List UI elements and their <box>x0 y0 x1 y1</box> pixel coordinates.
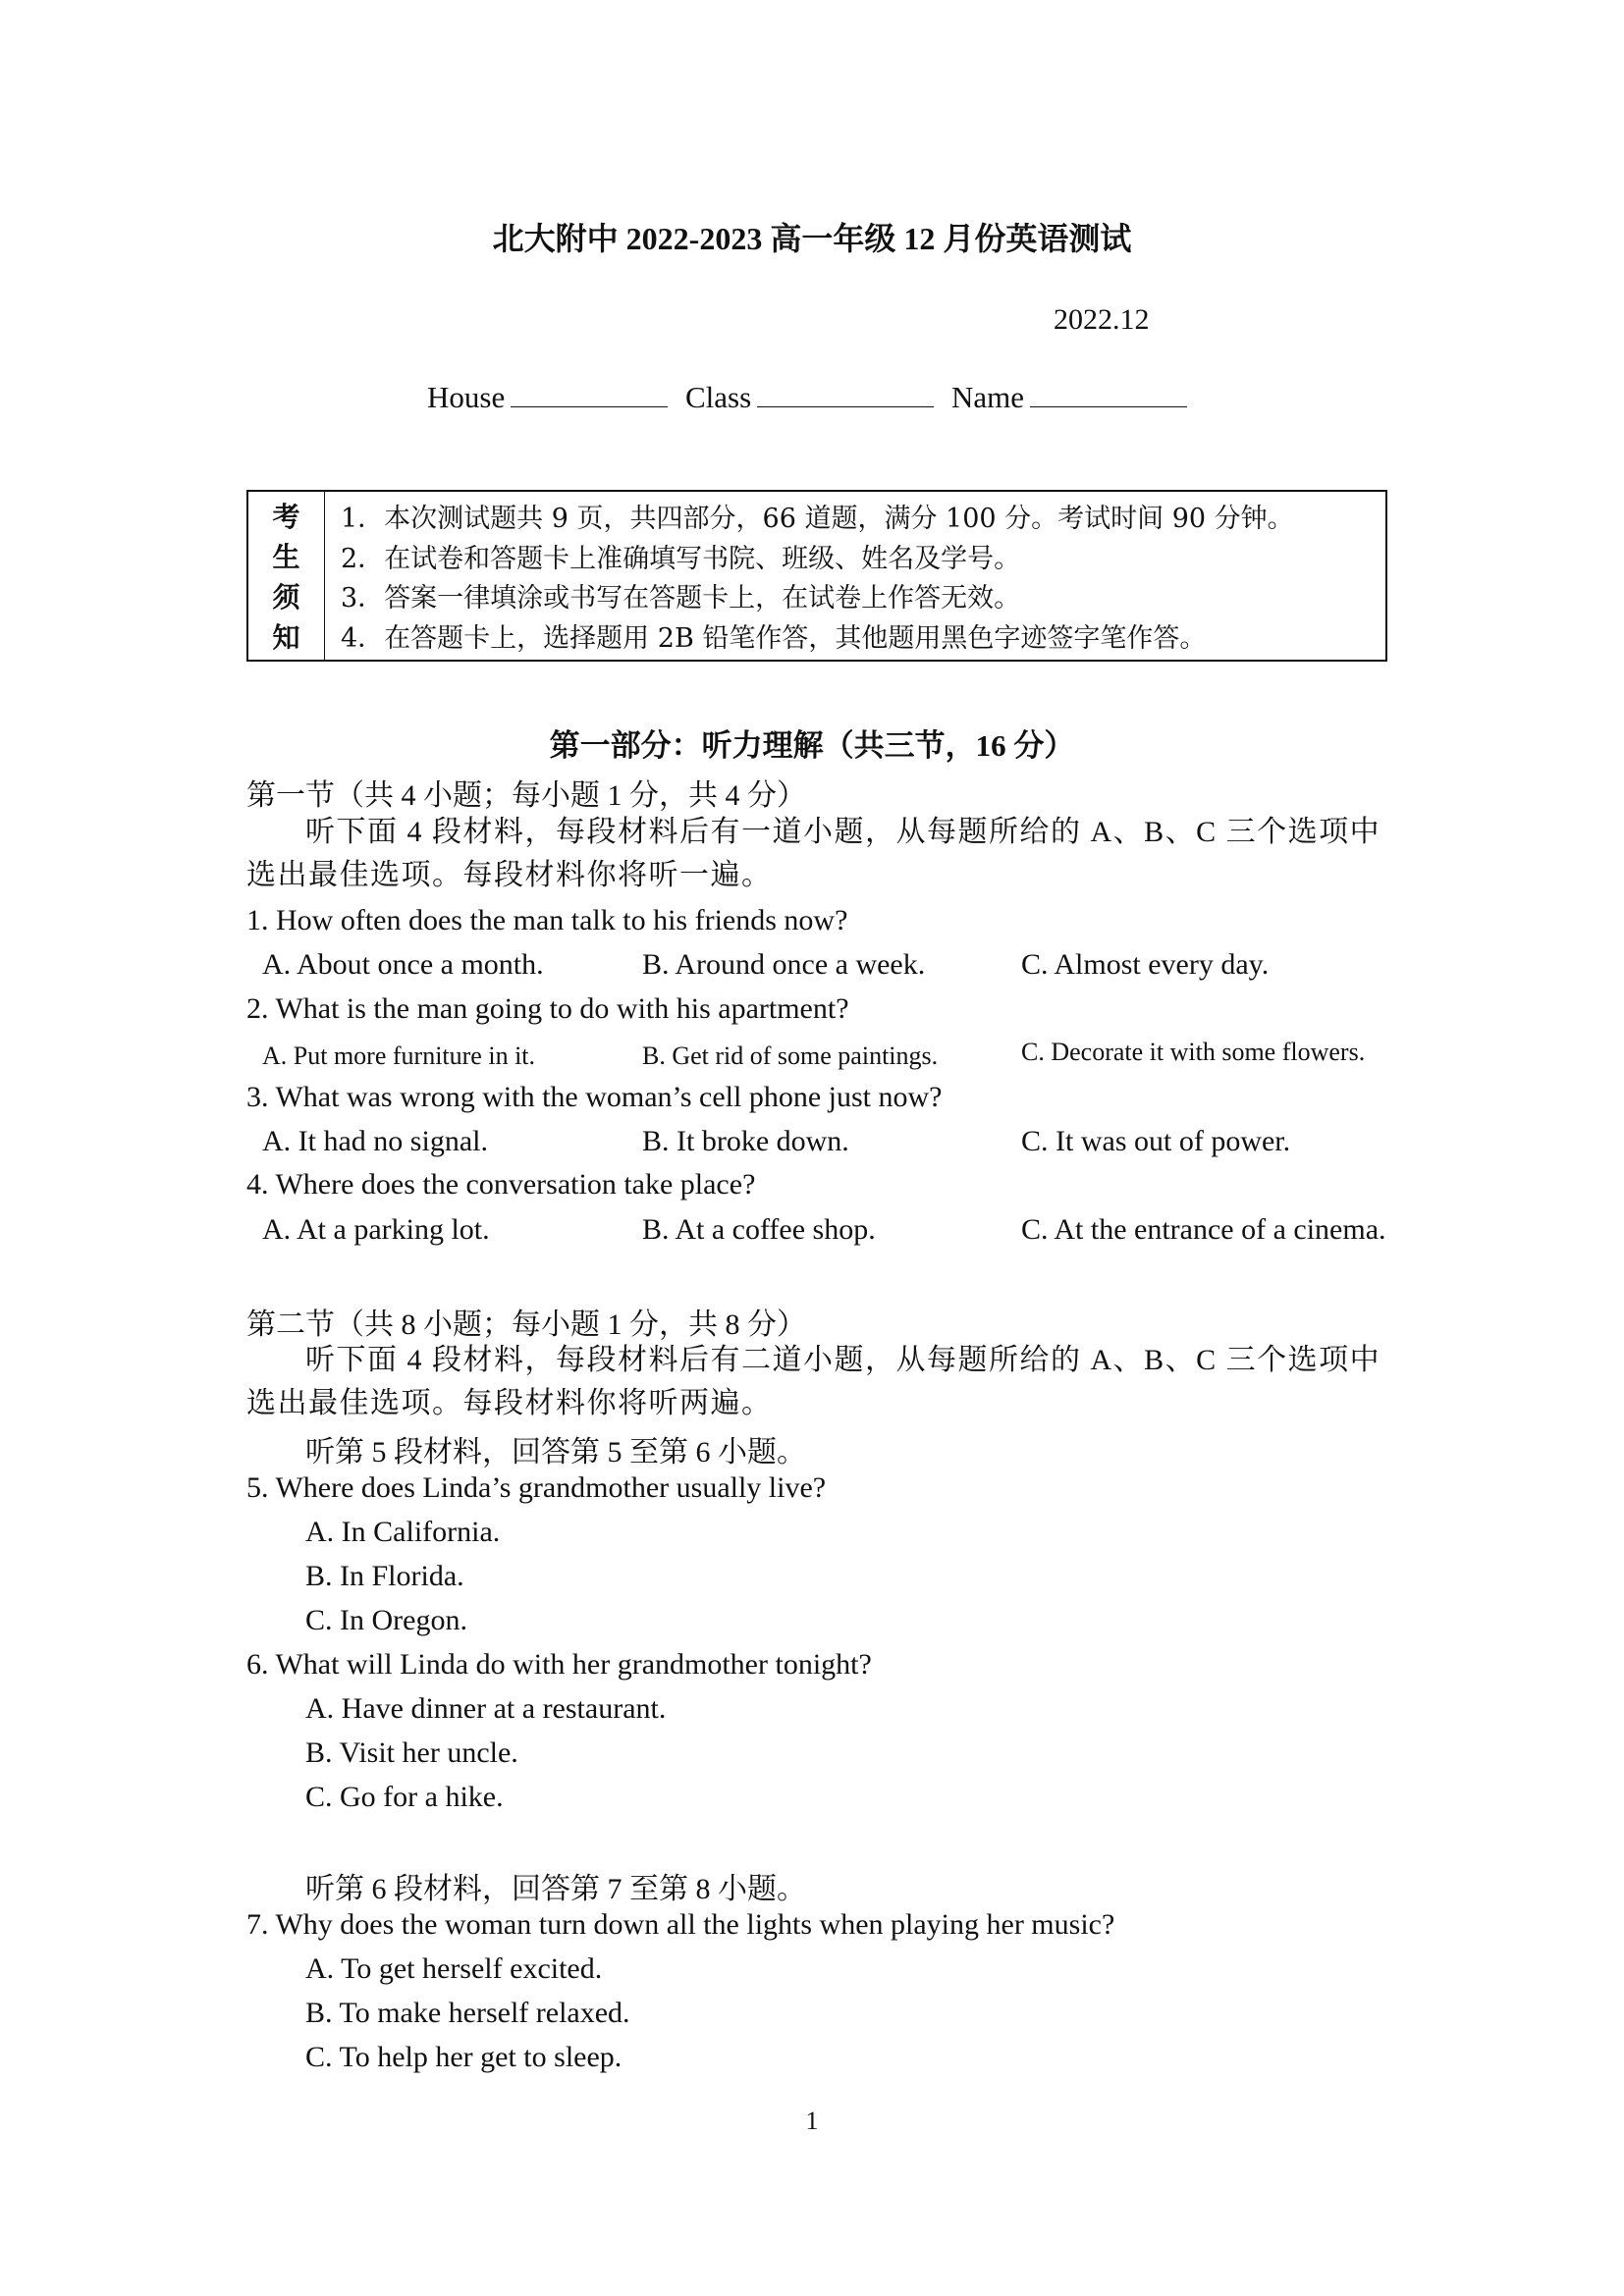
q5-option-c: C. In Oregon. <box>305 1604 467 1636</box>
q6-option-c: C. Go for a hike. <box>305 1781 504 1813</box>
page-number: 1 <box>805 2107 819 2135</box>
q1-option-c: C. Almost every day. <box>1021 948 1270 981</box>
q2-option-b: B. Get rid of some paintings. <box>642 1041 939 1070</box>
notice-side-label <box>248 492 325 660</box>
q1-option-b: B. Around once a week. <box>642 948 926 981</box>
q5-option-a: A. In California. <box>305 1516 501 1548</box>
section1-heading: 第一节（共 4 小题；每小题 1 分，共 4 分） <box>246 779 806 812</box>
name-label: Name <box>950 380 1024 414</box>
q3-option-a: A. It had no signal. <box>262 1125 488 1157</box>
q7-option-b: B. To make herself relaxed. <box>305 1997 630 2029</box>
question-6: 6. What will Linda do with her grandmother tonight? <box>246 1648 872 1681</box>
notice-rule: 3．答案一律填涂或书写在答题卡上，在试卷上作答无效。 <box>341 583 1021 614</box>
q6-option-b: B. Visit her uncle. <box>305 1736 518 1769</box>
notice-side-char: 考 <box>272 503 300 534</box>
section2-heading: 第二节（共 8 小题；每小题 1 分，共 8 分） <box>246 1308 806 1341</box>
exam-notice-box <box>246 490 1387 662</box>
q4-option-a: A. At a parking lot. <box>262 1213 490 1246</box>
notice-rule: 1．本次测试题共 9 页，共四部分，66 道题，满分 100 分。考试时间 90 分钟。 <box>341 503 1294 534</box>
q4-option-b: B. At a coffee shop. <box>642 1213 876 1246</box>
q3-option-b: B. It broke down. <box>642 1125 849 1157</box>
name-blank <box>1030 379 1187 407</box>
page-title: 北大附中 2022-2023 高一年级 12 月份英语测试 <box>492 221 1132 256</box>
q3-option-c: C. It was out of power. <box>1021 1125 1291 1157</box>
q7-option-c: C. To help her get to sleep. <box>305 2041 623 2073</box>
q1-option-a: A. About once a month. <box>262 948 544 981</box>
notice-side-char: 知 <box>272 622 300 654</box>
material5-instruction: 听第 5 段材料，回答第 5 至第 6 小题。 <box>305 1436 806 1468</box>
notice-rules <box>325 492 1385 660</box>
question-2: 2. What is the man going to do with his apartment? <box>246 992 849 1025</box>
notice-rule: 4．在答题卡上，选择题用 2B 铅笔作答，其他题用黑色字迹签字笔作答。 <box>341 623 1207 655</box>
material6-instruction: 听第 6 段材料，回答第 7 至第 8 小题。 <box>305 1873 806 1905</box>
notice-side-char: 须 <box>272 582 300 614</box>
question-7: 7. Why does the woman turn down all the lights when playing her music? <box>246 1908 1115 1941</box>
notice-rule: 2．在试卷和答题卡上准确填写书院、班级、姓名及学号。 <box>341 543 1021 574</box>
q7-option-a: A. To get herself excited. <box>305 1952 603 1985</box>
class-blank <box>757 379 934 407</box>
q2-option-a: A. Put more furniture in it. <box>262 1041 536 1070</box>
q6-option-a: A. Have dinner at a restaurant. <box>305 1692 667 1725</box>
student-info-line <box>0 379 1624 415</box>
section2-instruction: 听下面 4 段材料，每段材料后有二道小题，从每题所给的 A、B、C 三个选项中选出最佳选项。每段材料你将听两遍。 <box>246 1344 1381 1419</box>
q5-option-b: B. In Florida. <box>305 1560 464 1592</box>
question-3: 3. What was wrong with the woman’s cell phone just now? <box>246 1081 943 1113</box>
house-label: House <box>427 380 506 414</box>
question-4: 4. Where does the conversation take place? <box>246 1168 756 1201</box>
class-label: Class <box>685 380 752 414</box>
q2-option-c: C. Decorate it with some flowers. <box>1021 1038 1366 1066</box>
q4-option-c: C. At the entrance of a cinema. <box>1021 1213 1386 1246</box>
exam-date: 2022.12 <box>1054 303 1150 336</box>
part1-title: 第一部分：听力理解（共三节，16 分） <box>549 728 1075 763</box>
question-5: 5. Where does Linda’s grandmother usually live? <box>246 1471 827 1504</box>
house-blank <box>511 379 668 407</box>
question-1: 1. How often does the man talk to his friends now? <box>246 904 848 936</box>
section1-instruction: 听下面 4 段材料，每段材料后有一道小题，从每题所给的 A、B、C 三个选项中选出最佳选项。每段材料你将听一遍。 <box>246 816 1381 891</box>
notice-side-char: 生 <box>272 543 300 574</box>
